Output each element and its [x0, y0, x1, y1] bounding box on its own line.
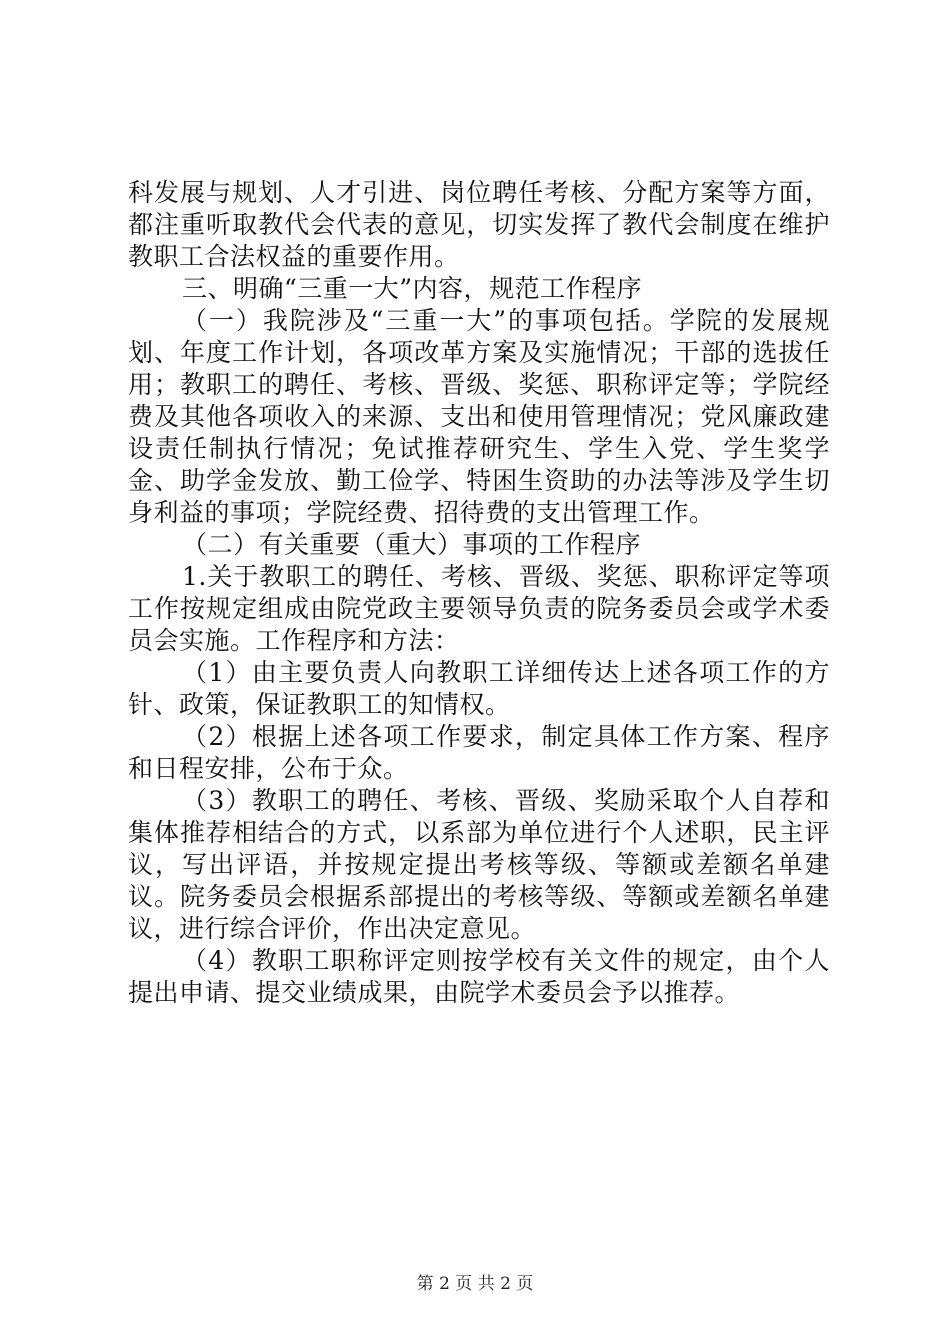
paragraph-step-3: （3）教职工的聘任、考核、晋级、奖励采取个人自荐和集体推荐相结合的方式，以系部为单位进行个人述职，民主评议，写出评语，并按规定提出考核等级、等额或差额名单建议。院务委员会根据系部提出的考核等级、等额或差额名单建议，进行综合评价，作出决定意见。 — [128, 786, 830, 943]
subsection-heading-two: （二）有关重要（重大）事项的工作程序 — [182, 530, 642, 559]
paragraph-step-2: （2）根据上述各项工作要求，制定具体工作方案、程序和日程安排，公布于众。 — [128, 722, 830, 783]
paragraph-step-1: （1）由主要负责人向教职工详细传达上述各项工作的方针、政策，保证教职工的知情权。 — [128, 658, 830, 719]
document-body — [128, 177, 830, 1009]
section-heading-three: 三、明确“三重一大”内容，规范工作程序 — [182, 274, 643, 303]
paragraph-item-one: （一）我院涉及“三重一大”的事项包括。学院的发展规划、年度工作计划，各项改革方案及实施情况；干部的选拔任用；教职工的聘任、考核、晋级、奖惩、职称评定等；学院经费及其他各项收入的来源、支出和使用管理情况；党风廉政建设责任制执行情况；免试推荐研究生、学生入党、学生奖学金、助学金发放、勤工俭学、特困生资助的办法等涉及学生切身利益的事项；学院经费、招待费的支出管理工作。 — [128, 306, 830, 527]
paragraph-step-4: （4）教职工职称评定则按学校有关文件的规定，由个人提出申请、提交业绩成果，由院学术委员会予以推荐。 — [128, 946, 830, 1007]
paragraph-continuation: 科发展与规划、人才引进、岗位聘任考核、分配方案等方面，都注重听取教代会代表的意见，切实发挥了教代会制度在维护教职工合法权益的重要作用。 — [128, 178, 830, 271]
page-number-footer: 第 2 页 共 2 页 — [416, 1274, 534, 1294]
paragraph-numbered-one: 1.关于教职工的聘任、考核、晋级、奖惩、职称评定等项工作按规定组成由院党政主要领导负责的院务委员会或学术委员会实施。工作程序和方法： — [128, 562, 830, 655]
